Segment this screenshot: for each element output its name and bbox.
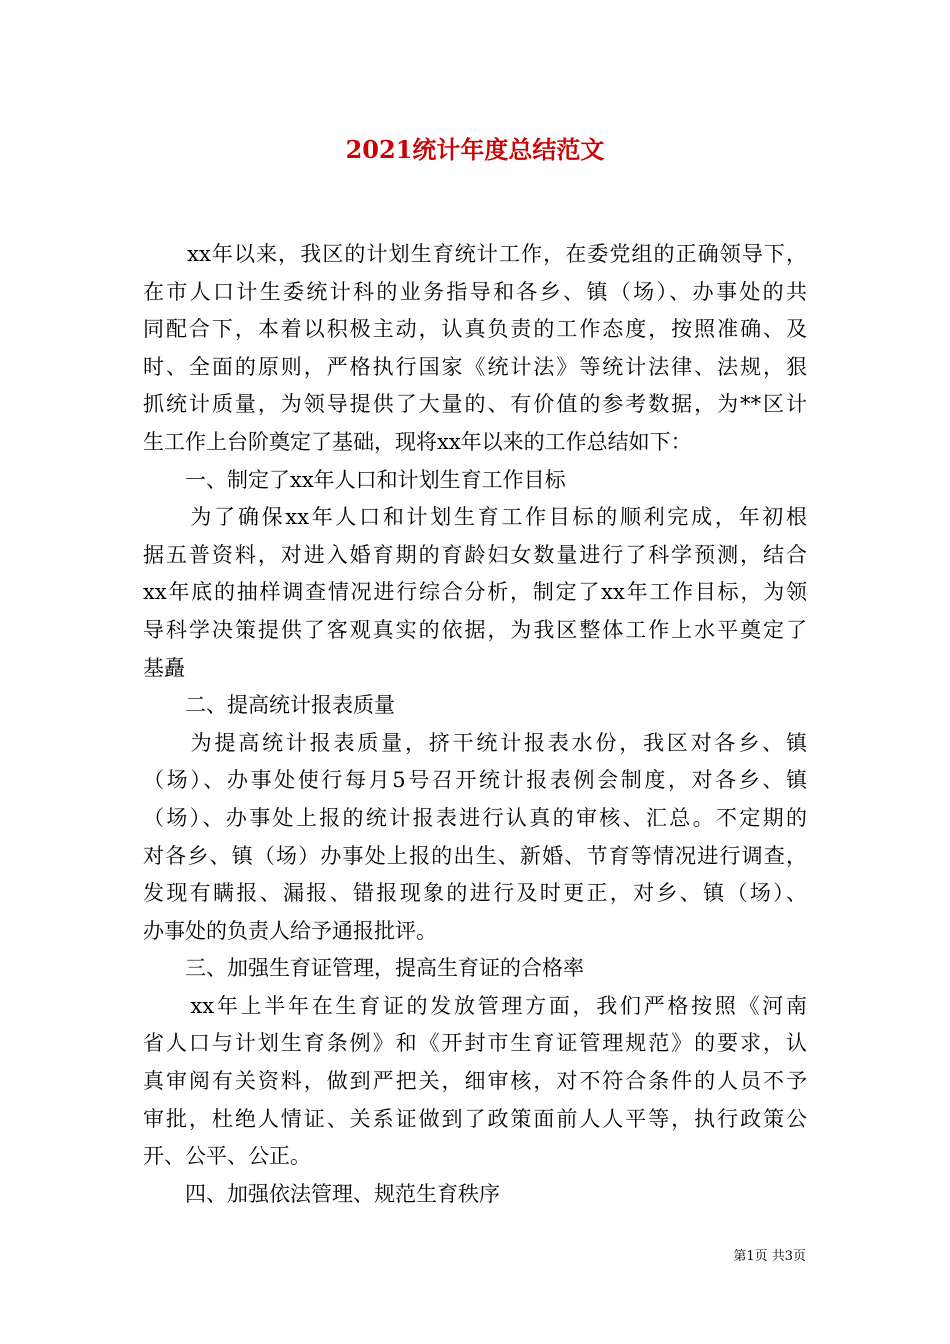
paragraph-line: （场）、办事处使行每月5号召开统计报表例会制度，对各乡、镇	[143, 768, 807, 793]
paragraph-line: 审批，杜绝人情证、关系证做到了政策面前人人平等，执行政策公	[143, 1106, 807, 1131]
paragraph-line: 导科学决策提供了客观真实的依据，为我区整体工作上水平奠定了	[143, 617, 807, 642]
section-heading-line: 三、加强生育证管理，提高生育证的合格率	[143, 956, 584, 981]
paragraph-line: 真审阅有关资料，做到严把关，细审核，对不符合条件的人员不予	[143, 1069, 807, 1094]
paragraph-line: 发现有瞒报、漏报、错报现象的进行及时更正，对乡、镇（场）、	[143, 881, 807, 906]
section-heading-line: 二、提高统计报表质量	[143, 693, 395, 718]
paragraph-line: 生工作上台阶奠定了基础，现将xx年以来的工作总结如下：	[143, 429, 692, 454]
page-title: 2021统计年度总结范文	[345, 135, 605, 164]
paragraph-line: xx年上半年在生育证的发放管理方面，我们严格按照《河南	[143, 993, 807, 1018]
paragraph-line: 开、公平、公正。	[143, 1144, 311, 1169]
paragraph-line: 据五普资料，对进入婚育期的育龄妇女数量进行了科学预测，结合	[143, 542, 807, 567]
paragraph-line: 省人口与计划生育条例》和《开封市生育证管理规范》的要求，认	[143, 1031, 807, 1056]
paragraph-line: 同配合下，本着以积极主动，认真负责的工作态度，按照准确、及	[143, 317, 807, 342]
paragraph-line: 在市人口计生委统计科的业务指导和各乡、镇（场）、办事处的共	[143, 279, 807, 304]
section-heading-line: 四、加强依法管理、规范生育秩序	[143, 1181, 500, 1206]
section-heading-line: 一、制定了xx年人口和计划生育工作目标	[143, 467, 566, 492]
paragraph-line: 抓统计质量，为领导提供了大量的、有价值的参考数据，为**区计	[143, 392, 807, 417]
paragraph-line: 对各乡、镇（场）办事处上报的出生、新婚、节育等情况进行调查，	[143, 843, 807, 868]
document-body	[143, 236, 807, 1213]
paragraph-line: xx年以来，我区的计划生育统计工作，在委党组的正确领导下，	[143, 242, 807, 266]
paragraph-line: 时、全面的原则，严格执行国家《统计法》等统计法律、法规，狠	[143, 354, 807, 379]
paragraph-line: 基矗	[143, 655, 185, 680]
paragraph-line: 为提高统计报表质量，挤干统计报表水份，我区对各乡、镇	[143, 730, 807, 755]
page-number-footer: 第1页 共3页	[733, 1249, 806, 1264]
paragraph-line: （场）、办事处上报的统计报表进行认真的审核、汇总。不定期的	[143, 805, 807, 830]
paragraph-line: 为了确保xx年人口和计划生育工作目标的顺利完成，年初根	[143, 505, 807, 530]
paragraph-line: 办事处的负责人给予通报批评。	[143, 918, 437, 943]
paragraph-line: xx年底的抽样调查情况进行综合分析，制定了xx年工作目标，为领	[143, 580, 807, 605]
